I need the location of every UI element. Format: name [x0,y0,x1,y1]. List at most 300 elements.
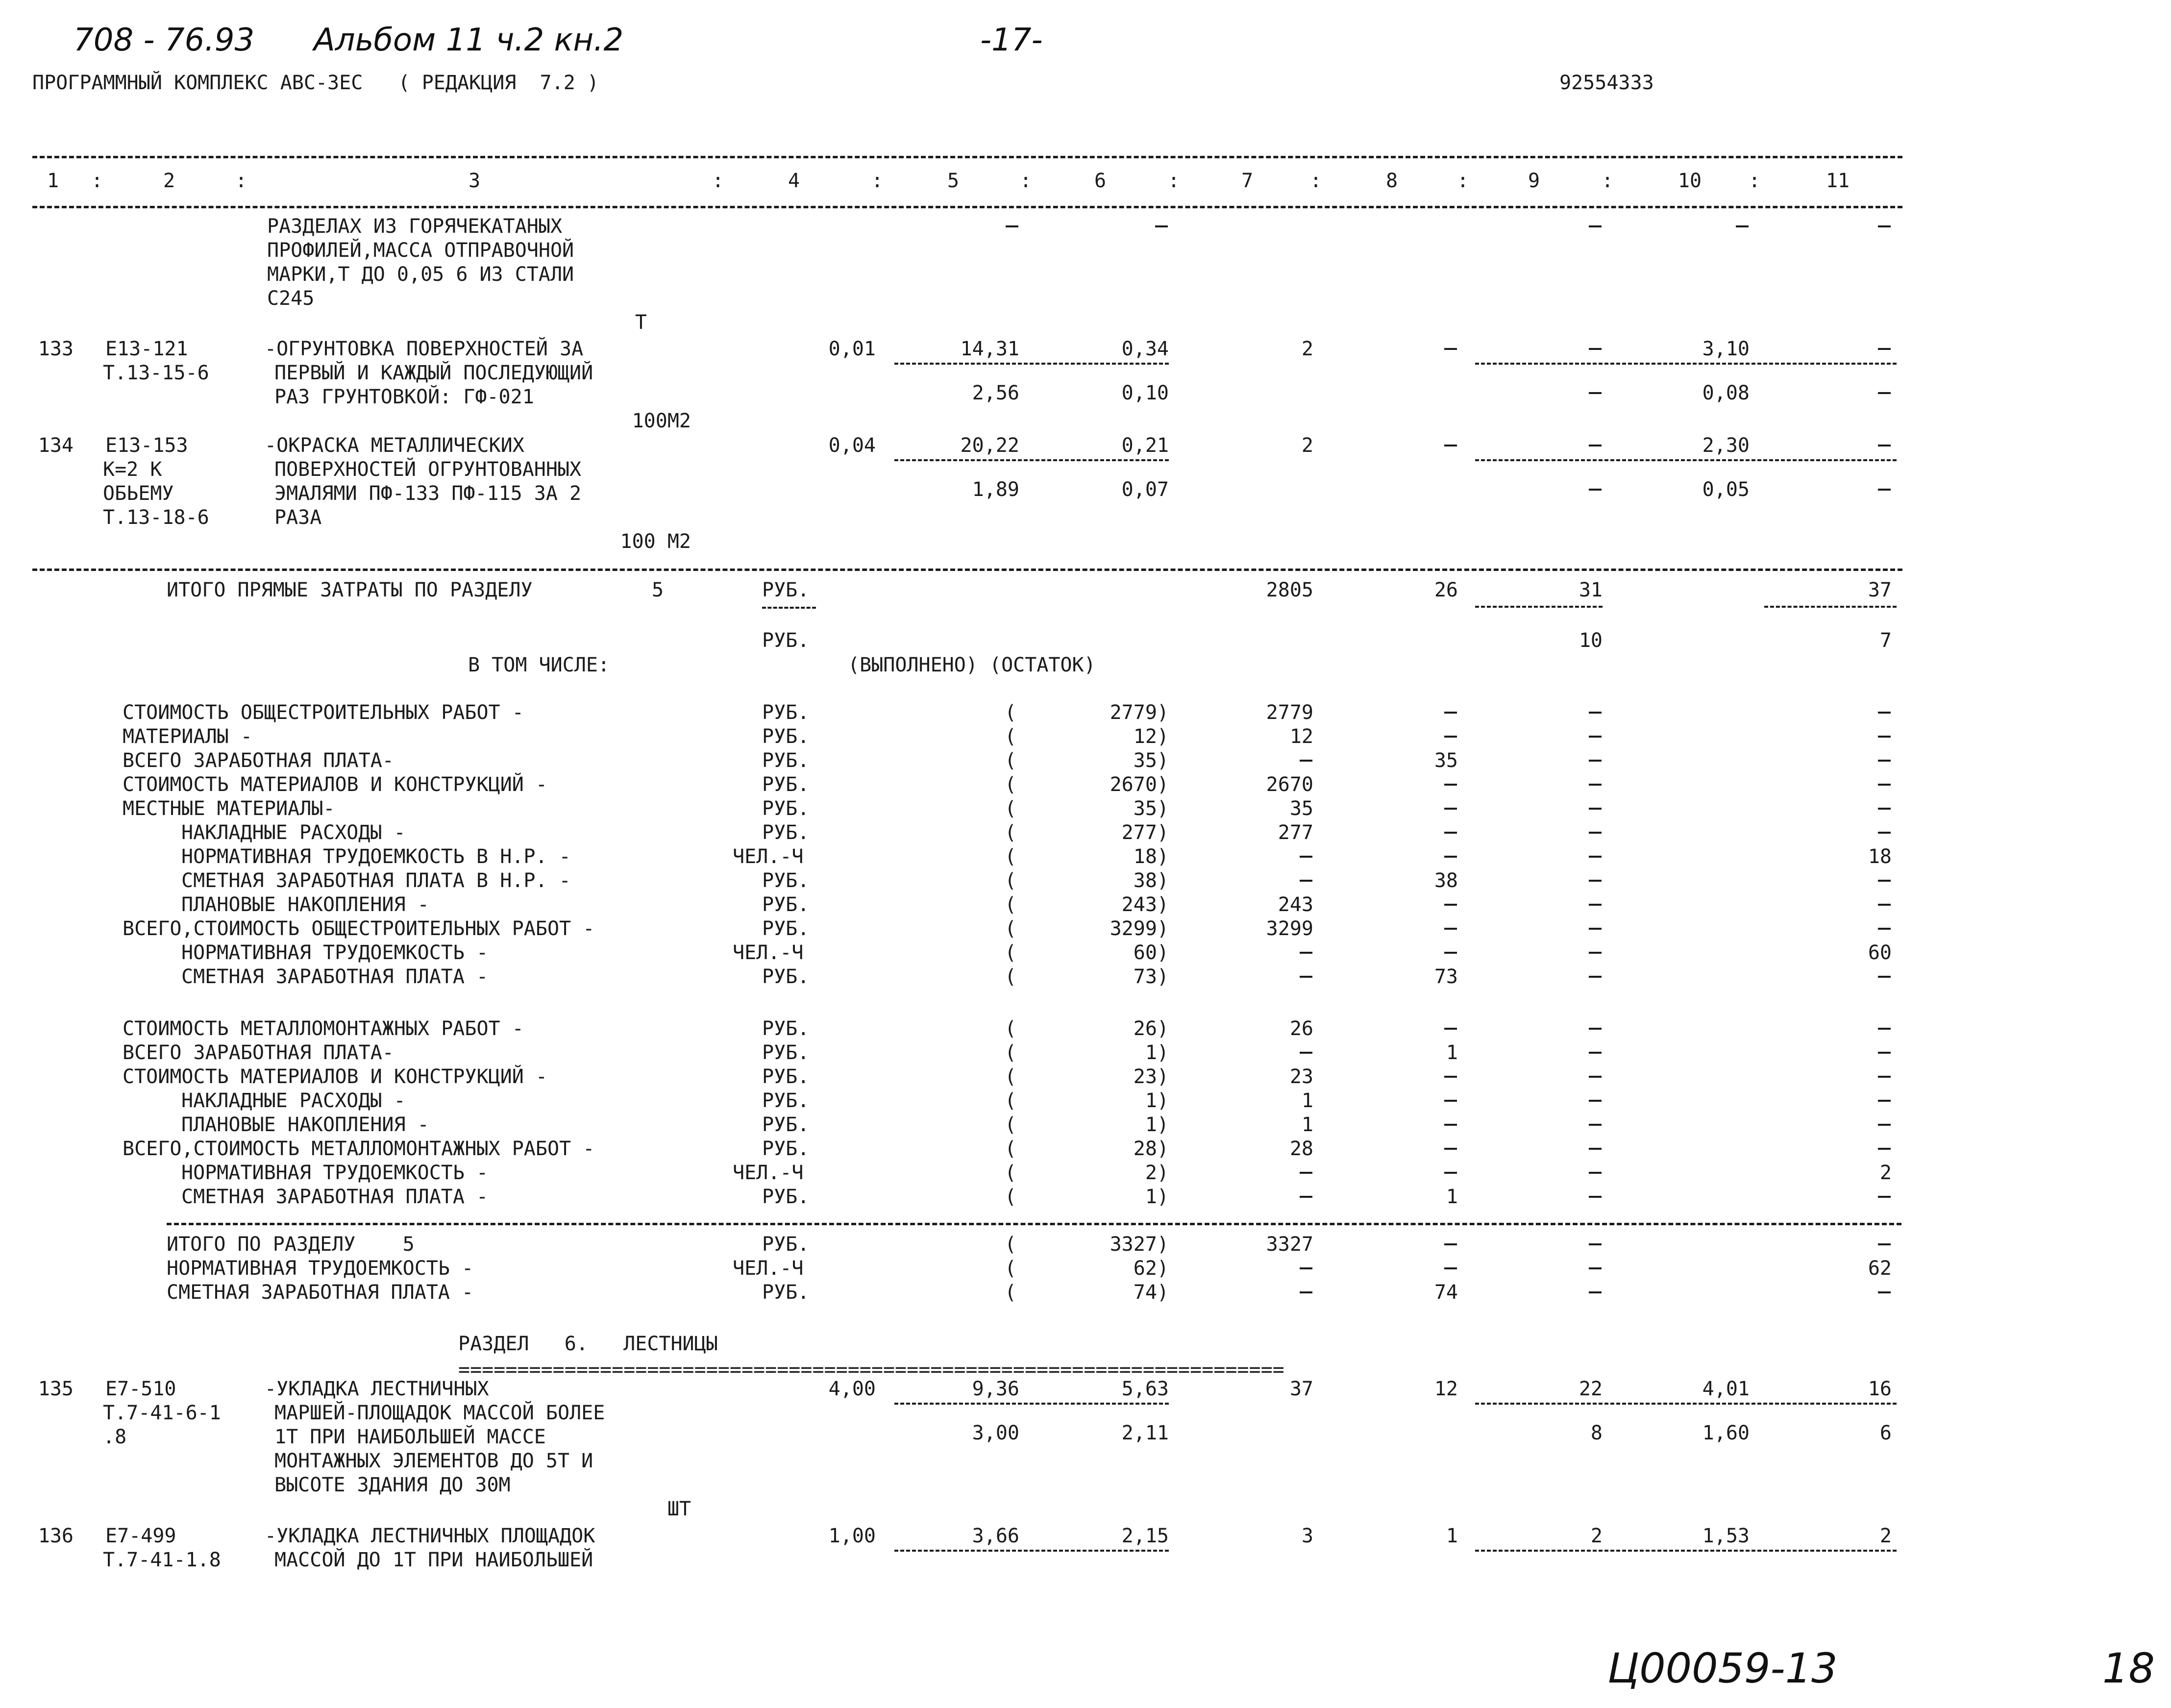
section-itogo-open-paren: ( [1005,1233,1017,1256]
row-135-c9-sub: 8 [1590,1422,1603,1444]
breakdown-gen-c11 [1878,760,1891,762]
section-itogo-label: ИТОГО ПО РАЗДЕЛУ 5 [167,1233,415,1256]
breakdown-met-c9 [1589,1124,1602,1126]
row-135-c8: 12 [1434,1378,1458,1400]
breakdown-gen-c7 [1300,880,1312,882]
breakdown-gen-unit: РУБ. [762,821,810,844]
including-label: В ТОМ ЧИСЛЕ: [468,654,610,676]
breakdown-gen-rest: 60) [1133,941,1169,964]
row-135-c11: 16 [1868,1378,1892,1400]
breakdown-gen-c11 [1878,808,1891,810]
row-134-c6-sub: 0,07 [1121,478,1169,501]
breakdown-met-label: ПЛАНОВЫЕ НАКОПЛЕНИЯ - [181,1114,429,1136]
breakdown-gen-c9 [1589,880,1602,882]
breakdown-gen-label: ВСЕГО,СТОИМОСТЬ ОБЩЕСТРОИТЕЛЬНЫХ РАБОТ - [123,917,595,940]
row-134-description: РАЗА [274,506,322,529]
row-135-c6: 5,63 [1121,1378,1169,1400]
breakdown-gen-c11: 60 [1868,941,1892,964]
row-133-c6: 0,34 [1121,338,1169,360]
breakdown-met-c8 [1444,1124,1457,1126]
handwritten-stamp-code: Ц00059-13 [1607,1644,1838,1692]
breakdown-gen-unit: ЧЕЛ.-Ч [733,941,804,964]
row-134-c8 [1444,445,1457,446]
breakdown-met-c7 [1300,1052,1312,1054]
row-133-subrule [894,363,1169,365]
breakdown-met-label: СТОИМОСТЬ МЕТАЛЛОМОНТАЖНЫХ РАБОТ - [123,1017,524,1040]
breakdown-gen-open-paren: ( [1005,821,1017,844]
breakdown-met-rest: 23) [1133,1065,1169,1088]
row-135-c10: 4,01 [1702,1378,1750,1400]
breakdown-gen-rest: 243) [1121,893,1169,916]
row-133-description: -ОГРУНТОВКА ПОВЕРХНОСТЕЙ ЗА [265,338,584,360]
section-total-subrule [1764,606,1897,608]
item-description-line: МАРКИ,Т ДО 0,05 6 ИЗ СТАЛИ [267,263,574,286]
section-6-underline: ====================================================================== [458,1359,1284,1381]
breakdown-gen-label: СМЕТНАЯ ЗАРАБОТНАЯ ПЛАТА В Н.Р. - [181,869,571,892]
breakdown-gen-c9 [1589,904,1602,906]
breakdown-gen-c9 [1589,952,1602,954]
row-133-description: ПЕРВЫЙ И КАЖДЫЙ ПОСЛЕДУЮЩИЙ [274,362,593,384]
breakdown-met-open-paren: ( [1005,1162,1017,1184]
item-description-line: РАЗДЕЛАХ ИЗ ГОРЯЧЕКАТАНЫХ [267,215,563,238]
row-133-unit: 100М2 [632,410,691,432]
section-total-c11b: 7 [1879,629,1892,652]
section-itogo-c8 [1444,1267,1457,1269]
breakdown-gen-c8: 35 [1434,749,1458,772]
row-133-code: Е13-121 [105,338,188,360]
breakdown-met-c8: 1 [1446,1186,1458,1208]
row-133-subrule [1475,363,1897,365]
cont-c11 [1878,225,1891,227]
breakdown-gen-c7: 12 [1289,725,1313,748]
header-rule-top [32,156,1902,158]
breakdown-gen-open-paren: ( [1005,869,1017,892]
breakdown-gen-open-paren: ( [1005,845,1017,868]
breakdown-met-c11 [1878,1100,1891,1102]
breakdown-gen-c8 [1444,832,1457,834]
breakdown-gen-label: ПЛАНОВЫЕ НАКОПЛЕНИЯ - [181,893,429,916]
row-135-description: ВЫСОТЕ ЗДАНИЯ ДО 30М [274,1474,511,1496]
breakdown-gen-unit: РУБ. [762,965,810,988]
breakdown-gen-label: ВСЕГО ЗАРАБОТНАЯ ПЛАТА- [123,749,394,772]
column-header-10: 10 [1678,170,1702,192]
row-134-c10: 2,30 [1702,434,1750,457]
column-separator: : [1167,170,1180,192]
breakdown-met-rest: 1) [1145,1089,1169,1112]
row-134-quantity: 0,04 [828,434,876,457]
column-separator: : [91,170,103,192]
section-total-c9b: 10 [1579,629,1603,652]
breakdown-met-c8: 1 [1446,1041,1458,1064]
breakdown-gen-unit: ЧЕЛ.-Ч [733,845,804,868]
row-135-number: 135 [38,1378,74,1400]
row-133-c5-sub: 2,56 [972,382,1019,404]
row-133-c5: 14,31 [960,338,1019,360]
breakdown-gen-c9 [1589,808,1602,810]
breakdown-met-open-paren: ( [1005,1041,1017,1064]
row-134-code: Е13-153 [105,434,188,457]
section-itogo-label: НОРМАТИВНАЯ ТРУДОЕМКОСТЬ - [167,1257,474,1280]
section-itogo-c11: 62 [1868,1257,1892,1280]
row-136-c5: 3,66 [972,1525,1019,1547]
breakdown-met-c9 [1589,1028,1602,1030]
row-135-unit: ШТ [667,1498,691,1520]
row-135-c5: 9,36 [972,1378,1019,1400]
section-6-title: РАЗДЕЛ 6. ЛЕСТНИЦЫ [458,1333,718,1355]
breakdown-met-label: ВСЕГО,СТОИМОСТЬ МЕТАЛЛОМОНТАЖНЫХ РАБОТ - [123,1138,595,1160]
breakdown-met-label: ВСЕГО ЗАРАБОТНАЯ ПЛАТА- [123,1041,394,1064]
breakdown-gen-c11 [1878,880,1891,882]
breakdown-met-c9 [1589,1100,1602,1102]
row-134-c5: 20,22 [960,434,1019,457]
breakdown-met-open-paren: ( [1005,1138,1017,1160]
row-135-code: .8 [103,1426,127,1448]
section-itogo-c11 [1878,1243,1891,1245]
breakdown-gen-c8 [1444,928,1457,930]
section-total-c11: 37 [1868,579,1892,601]
section-itogo-rule [167,1223,1901,1225]
row-133-c10: 3,10 [1702,338,1750,360]
breakdown-gen-rest: 12) [1133,725,1169,748]
row-135-description: МАРШЕЙ-ПЛОЩАДОК МАССОЙ БОЛЕЕ [274,1402,605,1424]
breakdown-gen-c11 [1878,832,1891,834]
row-134-subrule [1475,459,1897,461]
column-header-7: 7 [1241,170,1254,192]
row-134-description: -ОКРАСКА МЕТАЛЛИЧЕСКИХ [265,434,524,457]
breakdown-gen-label: СМЕТНАЯ ЗАРАБОТНАЯ ПЛАТА - [181,965,489,988]
item-description-line: С245 [267,287,315,310]
row-136-c9: 2 [1590,1525,1603,1547]
column-separator: : [1748,170,1761,192]
column-separator: : [712,170,724,192]
row-134-c9-sub [1589,489,1602,491]
section-itogo-label: СМЕТНАЯ ЗАРАБОТНАЯ ПЛАТА - [167,1281,474,1304]
breakdown-met-rest: 1) [1145,1041,1169,1064]
cont-c5 [1006,225,1018,227]
breakdown-gen-c9 [1589,784,1602,786]
section-total-subrule [1475,606,1603,608]
section-itogo-rest: 74) [1133,1281,1169,1304]
section-itogo-unit: ЧЕЛ.-Ч [733,1257,804,1280]
breakdown-gen-c11 [1878,904,1891,906]
column-separator: : [1309,170,1322,192]
breakdown-met-c11 [1878,1196,1891,1198]
column-separator: : [871,170,884,192]
handwritten-page-number: -17- [980,22,1043,58]
row-133-quantity: 0,01 [828,338,876,360]
breakdown-gen-rest: 18) [1133,845,1169,868]
cont-c9 [1589,225,1602,227]
row-136-code: Е7-499 [105,1525,176,1547]
row-135-description: 1Т ПРИ НАИБОЛЬШЕЙ МАССЕ [274,1426,546,1448]
row-134-code: Т.13-18-6 [103,506,209,529]
row-135-c6-sub: 2,11 [1121,1422,1169,1444]
row-134-c10-sub: 0,05 [1702,478,1750,501]
breakdown-gen-c11 [1878,976,1891,978]
row-134-description: ЭМАЛЯМИ ПФ-133 ПФ-115 ЗА 2 [274,482,582,505]
breakdown-met-unit: ЧЕЛ.-Ч [733,1162,804,1184]
section-itogo-c7 [1300,1291,1312,1293]
row-136-c8: 1 [1446,1525,1458,1547]
column-separator: : [1456,170,1469,192]
breakdown-gen-c9 [1589,856,1602,858]
breakdown-met-unit: РУБ. [762,1089,810,1112]
row-133-c10-sub: 0,08 [1702,382,1750,404]
row-133-code: Т.13-15-6 [103,362,209,384]
breakdown-met-label: СМЕТНАЯ ЗАРАБОТНАЯ ПЛАТА - [181,1186,489,1208]
breakdown-met-unit: РУБ. [762,1065,810,1088]
breakdown-met-c11 [1878,1028,1891,1030]
breakdown-met-c7: 1 [1301,1114,1313,1136]
section-itogo-rest: 3327) [1110,1233,1169,1256]
breakdown-gen-unit: РУБ. [762,701,810,724]
breakdown-gen-open-paren: ( [1005,941,1017,964]
cont-c10 [1736,225,1749,227]
section-total-unit-2: РУБ. [762,629,810,652]
breakdown-gen-c9 [1589,760,1602,762]
breakdown-gen-c8 [1444,856,1457,858]
row-134-c6: 0,21 [1121,434,1169,457]
breakdown-met-open-paren: ( [1005,1114,1017,1136]
breakdown-gen-c8: 73 [1434,965,1458,988]
breakdown-met-c8 [1444,1076,1457,1078]
column-header-9: 9 [1528,170,1540,192]
section-itogo-rest: 62) [1133,1257,1169,1280]
breakdown-gen-c7: 2779 [1266,701,1313,724]
breakdown-gen-c8 [1444,904,1457,906]
breakdown-met-c8 [1444,1148,1457,1150]
breakdown-gen-unit: РУБ. [762,917,810,940]
done-rest-label: (ВЫПОЛНЕНО) (ОСТАТОК) [848,654,1096,676]
breakdown-met-c9 [1589,1172,1602,1174]
section-itogo-c8: 74 [1434,1281,1458,1304]
breakdown-met-rest: 28) [1133,1138,1169,1160]
breakdown-gen-c7 [1300,976,1312,978]
breakdown-met-c7: 28 [1289,1138,1313,1160]
row-134-subrule [894,459,1169,461]
breakdown-gen-c11 [1878,928,1891,930]
row-134-number: 134 [38,434,74,457]
section-total-unit-rule [762,607,816,609]
row-135-c5-sub: 3,00 [972,1422,1019,1444]
breakdown-gen-c11: 18 [1868,845,1892,868]
breakdown-met-unit: РУБ. [762,1041,810,1064]
section-itogo-unit: РУБ. [762,1233,810,1256]
column-header-11: 11 [1826,170,1850,192]
row-134-code: К=2 К [103,458,162,481]
section-total-label: ИТОГО ПРЯМЫЕ ЗАТРАТЫ ПО РАЗДЕЛУ [167,579,533,601]
section-itogo-open-paren: ( [1005,1257,1017,1280]
breakdown-gen-c8 [1444,808,1457,810]
row-136-description: -УКЛАДКА ЛЕСТНИЧНЫХ ПЛОЩАДОК [265,1525,595,1547]
row-135-code: Е7-510 [105,1378,176,1400]
column-separator: : [235,170,247,192]
row-136-number: 136 [38,1525,74,1547]
row-136-description: МАССОЙ ДО 1Т ПРИ НАИБОЛЬШЕЙ [274,1549,593,1571]
breakdown-gen-rest: 277) [1121,821,1169,844]
section-itogo-c8 [1444,1243,1457,1245]
section-itogo-c9 [1589,1291,1602,1293]
row-135-subrule [894,1403,1169,1405]
column-header-6: 6 [1094,170,1107,192]
breakdown-gen-c9 [1589,928,1602,930]
column-header-2: 2 [163,170,175,192]
breakdown-met-unit: РУБ. [762,1114,810,1136]
row-135-description: МОНТАЖНЫХ ЭЛЕМЕНТОВ ДО 5Т И [274,1450,593,1472]
breakdown-gen-label: НОРМАТИВНАЯ ТРУДОЕМКОСТЬ - [181,941,489,964]
breakdown-gen-open-paren: ( [1005,725,1017,748]
column-header-8: 8 [1385,170,1398,192]
breakdown-met-c9 [1589,1076,1602,1078]
row-133-number: 133 [38,338,74,360]
section-total-c8: 26 [1434,579,1458,601]
breakdown-gen-c8 [1444,952,1457,954]
breakdown-gen-c11 [1878,784,1891,786]
row-136-code: Т.7-41-1.8 [103,1549,221,1571]
breakdown-gen-open-paren: ( [1005,749,1017,772]
row-136-subrule [894,1550,1169,1552]
section-total-unit: РУБ. [762,579,810,601]
row-136-c10: 1,53 [1702,1525,1750,1547]
row-135-c10-sub: 1,60 [1702,1422,1750,1444]
breakdown-gen-rest: 2670) [1110,773,1169,796]
item-description-line: ПРОФИЛЕЙ,МАССА ОТПРАВОЧНОЙ [267,239,574,262]
breakdown-gen-unit: РУБ. [762,749,810,772]
breakdown-met-label: СТОИМОСТЬ МАТЕРИАЛОВ И КОНСТРУКЦИЙ - [123,1065,547,1088]
breakdown-gen-c9 [1589,712,1602,714]
section-total-c7: 2805 [1266,579,1313,601]
row-133-description: РАЗ ГРУНТОВКОЙ: ГФ-021 [274,386,534,408]
breakdown-gen-open-paren: ( [1005,797,1017,820]
breakdown-gen-open-paren: ( [1005,701,1017,724]
breakdown-met-c7 [1300,1172,1312,1174]
breakdown-gen-c7: 277 [1278,821,1313,844]
breakdown-gen-c7: 35 [1289,797,1313,820]
breakdown-gen-unit: РУБ. [762,869,810,892]
column-header-3: 3 [468,170,481,192]
section-total-rule [32,569,1902,571]
breakdown-met-c7: 23 [1289,1065,1313,1088]
breakdown-gen-c8 [1444,712,1457,714]
breakdown-gen-unit: РУБ. [762,893,810,916]
row-135-code: Т.7-41-6-1 [103,1402,221,1424]
breakdown-gen-rest: 2779) [1110,701,1169,724]
row-134-c9 [1589,445,1602,446]
breakdown-gen-c9 [1589,736,1602,738]
breakdown-met-c8 [1444,1028,1457,1030]
breakdown-gen-c8: 38 [1434,869,1458,892]
breakdown-gen-c11 [1878,736,1891,738]
breakdown-gen-open-paren: ( [1005,773,1017,796]
breakdown-met-unit: РУБ. [762,1138,810,1160]
row-134-c11 [1878,445,1891,446]
breakdown-met-rest: 1) [1145,1114,1169,1136]
breakdown-met-c11 [1878,1124,1891,1126]
breakdown-met-rest: 1) [1145,1186,1169,1208]
breakdown-gen-c8 [1444,736,1457,738]
breakdown-met-c8 [1444,1100,1457,1102]
breakdown-gen-rest: 38) [1133,869,1169,892]
breakdown-met-c9 [1589,1148,1602,1150]
breakdown-met-open-paren: ( [1005,1065,1017,1088]
program-title: ПРОГРАММНЫЙ КОМПЛЕКС АВС-3ЕС ( РЕДАКЦИЯ 7.2 ) [32,72,599,94]
breakdown-met-c11 [1878,1076,1891,1078]
breakdown-gen-label: СТОИМОСТЬ ОБЩЕСТРОИТЕЛЬНЫХ РАБОТ - [123,701,524,724]
section-itogo-c7: 3327 [1266,1233,1313,1256]
breakdown-met-c7: 1 [1301,1089,1313,1112]
breakdown-met-open-paren: ( [1005,1186,1017,1208]
row-134-description: ПОВЕРХНОСТЕЙ ОГРУНТОВАННЫХ [274,458,582,481]
section-itogo-c9 [1589,1243,1602,1245]
row-135-subrule [1475,1403,1897,1405]
column-header-1: 1 [47,170,59,192]
breakdown-gen-open-paren: ( [1005,965,1017,988]
breakdown-gen-label: НАКЛАДНЫЕ РАСХОДЫ - [181,821,406,844]
row-136-c11: 2 [1879,1525,1892,1547]
handwritten-project-code: 708 - 76.93 [74,22,255,58]
breakdown-gen-open-paren: ( [1005,917,1017,940]
column-separator: : [1019,170,1032,192]
row-136-c6: 2,15 [1121,1525,1169,1547]
row-135-c9: 22 [1579,1378,1603,1400]
breakdown-met-rest: 2) [1145,1162,1169,1184]
breakdown-gen-c9 [1589,976,1602,978]
column-separator: : [1601,170,1614,192]
row-134-c5-sub: 1,89 [972,478,1019,501]
breakdown-gen-label: СТОИМОСТЬ МАТЕРИАЛОВ И КОНСТРУКЦИЙ - [123,773,547,796]
breakdown-gen-c7 [1300,952,1312,954]
breakdown-met-c9 [1589,1052,1602,1054]
breakdown-gen-c7 [1300,856,1312,858]
row-133-c6-sub: 0,10 [1121,382,1169,404]
breakdown-gen-label: МЕСТНЫЕ МАТЕРИАЛЫ- [123,797,335,820]
row-134-code: ОБЬЕМУ [103,482,174,505]
breakdown-met-label: НАКЛАДНЫЕ РАСХОДЫ - [181,1089,406,1112]
column-header-5: 5 [947,170,960,192]
section-itogo-c9 [1589,1267,1602,1269]
cont-c6 [1155,225,1168,227]
row-135-c11-sub: 6 [1879,1422,1892,1444]
row-136-c7: 3 [1301,1525,1313,1547]
breakdown-met-c11 [1878,1052,1891,1054]
row-133-c11 [1878,348,1891,350]
row-134-c11-sub [1878,489,1891,491]
breakdown-met-open-paren: ( [1005,1017,1017,1040]
breakdown-gen-rest: 3299) [1110,917,1169,940]
row-133-c8 [1444,348,1457,350]
column-header-4: 4 [788,170,800,192]
breakdown-met-c11: 2 [1879,1162,1892,1184]
breakdown-met-c8 [1444,1172,1457,1174]
breakdown-gen-c8 [1444,784,1457,786]
document-number: 92554333 [1559,72,1654,94]
handwritten-sheet-number: 18 [2102,1644,2155,1692]
row-133-c7: 2 [1301,338,1313,360]
breakdown-gen-c7: 2670 [1266,773,1313,796]
breakdown-gen-unit: РУБ. [762,797,810,820]
row-134-c7: 2 [1301,434,1313,457]
section-itogo-unit: РУБ. [762,1281,810,1304]
breakdown-gen-unit: РУБ. [762,773,810,796]
breakdown-gen-rest: 35) [1133,797,1169,820]
breakdown-met-c9 [1589,1196,1602,1198]
breakdown-met-open-paren: ( [1005,1089,1017,1112]
breakdown-gen-c7: 243 [1278,893,1313,916]
breakdown-met-label: НОРМАТИВНАЯ ТРУДОЕМКОСТЬ - [181,1162,489,1184]
section-total-c9: 31 [1579,579,1603,601]
breakdown-gen-open-paren: ( [1005,893,1017,916]
row-135-quantity: 4,00 [828,1378,876,1400]
